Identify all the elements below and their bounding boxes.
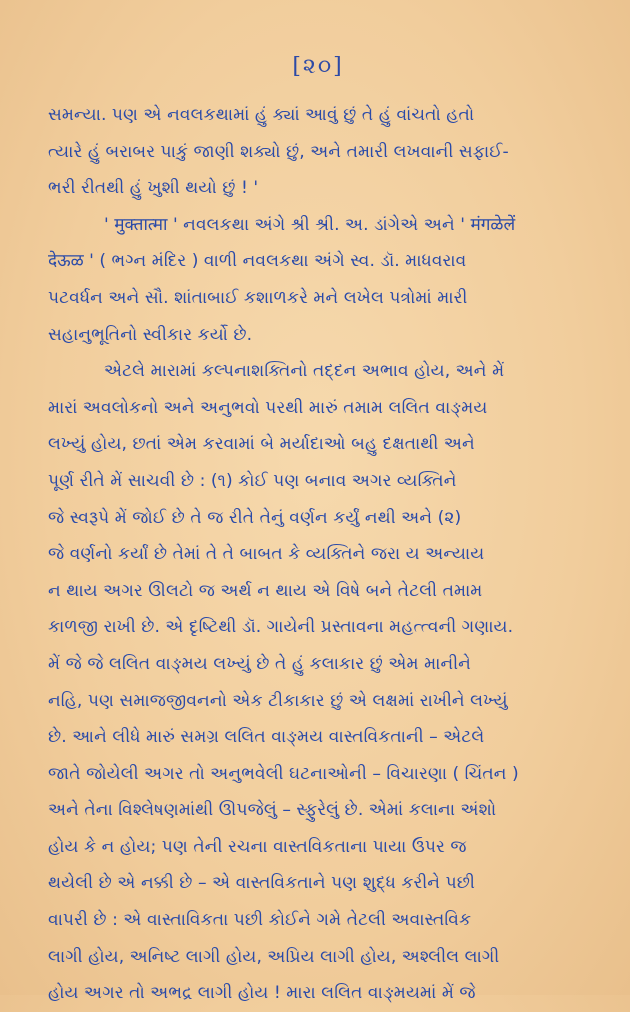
text-line: ભરી રીતથી હું ખુશી થયો છું ! ' — [48, 178, 259, 199]
text-line: અને તેના વિશ્લેષણમાંથી ઊપજેલું – સ્ફુરેલું છે. એમાં કલાના અંશો — [48, 800, 497, 821]
text-line: છે. આને લીધે મારું સમગ્ર લલિત વાઙ્મય વાસ્તવિકતાની – એટલે — [48, 727, 485, 748]
text-line: હોય કે ન હોય; પણ તેની રચના વાસ્તવિકતાના પાયા ઉપર જ — [48, 836, 467, 857]
text-line: સહાનુભૂતિનો સ્વીકાર કર્યો છે. — [48, 324, 253, 345]
paragraph-1 — [48, 97, 588, 207]
paragraph-2 — [48, 207, 588, 353]
text-line: મારાં અવલોકનો અને અનુભવો પરથી મારું તમામ લલિત વાઙ્મય — [48, 397, 488, 418]
text-line: એટલે મારામાં કલ્પનાશક્તિનો તદ્દન અભાવ હોય, અને મેં — [104, 361, 505, 382]
text-line: જે સ્વરૂપે મેં જોઈ છે તે જ રીતે તેનું વર્ણન કર્યું નથી અને (૨) — [48, 507, 462, 528]
text-line: પૂર્ણ રીતે મેં સાચવી છે : (૧) કોઈ પણ બનાવ અગર વ્યક્તિને — [48, 470, 457, 491]
text-line: લાગી હોય, અનિષ્ટ લાગી હોય, અપ્રિય લાગી હોય, અશ્લીલ લાગી — [48, 946, 500, 967]
text-line: કાળજી રાખી છે. એ દૃષ્ટિથી ડૉ. ગાયેની પ્રસ્તાવના મહત્ત્વની ગણાય. — [48, 617, 514, 638]
text-line: ન થાય અગર ઊલટો જ અર્થ ન થાય એ વિષે બને તેટલી તમામ — [48, 580, 483, 601]
text-line: હોય અગર તો અભદ્ર લાગી હોય ! મારા લલિત વાઙ્મયમાં મેં જે — [48, 983, 476, 1004]
text-line: વાપરી છે : એ વાસ્તાવિકતા પછી કોઈને ગમે તેટલી અવાસ્તવિક — [48, 910, 472, 931]
text-line: ત્યારે હું બરાબર પાકું જાણી શક્યો છું, અને તમારી લખવાની સફાઈ- — [48, 141, 509, 162]
text-line: ' मुक्तात्मा ' નવલકથા અંગે શ્રી શ્રી. અ. ડાંગેએ અને ' मंगळेलें — [104, 214, 516, 235]
text-line: થયેલી છે એ નક્કી છે – એ વાસ્તવિકતાને પણ શુદ્ધ કરીને પછી — [48, 873, 475, 894]
text-line: જાતે જોયેલી અગર તો અનુભવેલી ઘટનાઓની – વિચારણા ( ચિંતન ) — [48, 763, 519, 784]
paragraph-3 — [48, 353, 588, 1012]
page-number: [૨૦] — [292, 54, 344, 79]
text-line: લખ્યું હોય, છતાં એમ કરવામાં બે મર્યાદાઓ બહુ દક્ષતાથી અને — [48, 434, 475, 455]
text-line: પટવર્ધન અને સૌ. શાંતાબાઈ કશાળકરે મને લખેલ પત્રોમાં મારી — [48, 287, 468, 308]
text-line: મેં જે જે લલિત વાઙ્મય લખ્યું છે તે હું કલાકાર છું એમ માનીને — [48, 653, 471, 674]
text-line: નહિ, પણ સમાજજીવનનો એક ટીકાકાર છું એ લક્ષમાં રાખીને લખ્યું — [48, 690, 508, 711]
text-line: देऊळ ' ( ભગ્ન મંદિર ) વાળી નવલકથા અંગે સ્વ. ડૉ. માધવરાવ — [48, 251, 467, 272]
text-line: સમન્યા. પણ એ નવલકથામાં હું ક્યાં આવું છું તે હું વાંચતો હતો — [48, 105, 475, 125]
text-line: જે વર્ણનો કર્યાં છે તેમાં તે તે બાબત કે વ્યક્તિને જરા ય અન્યાય — [48, 544, 485, 565]
